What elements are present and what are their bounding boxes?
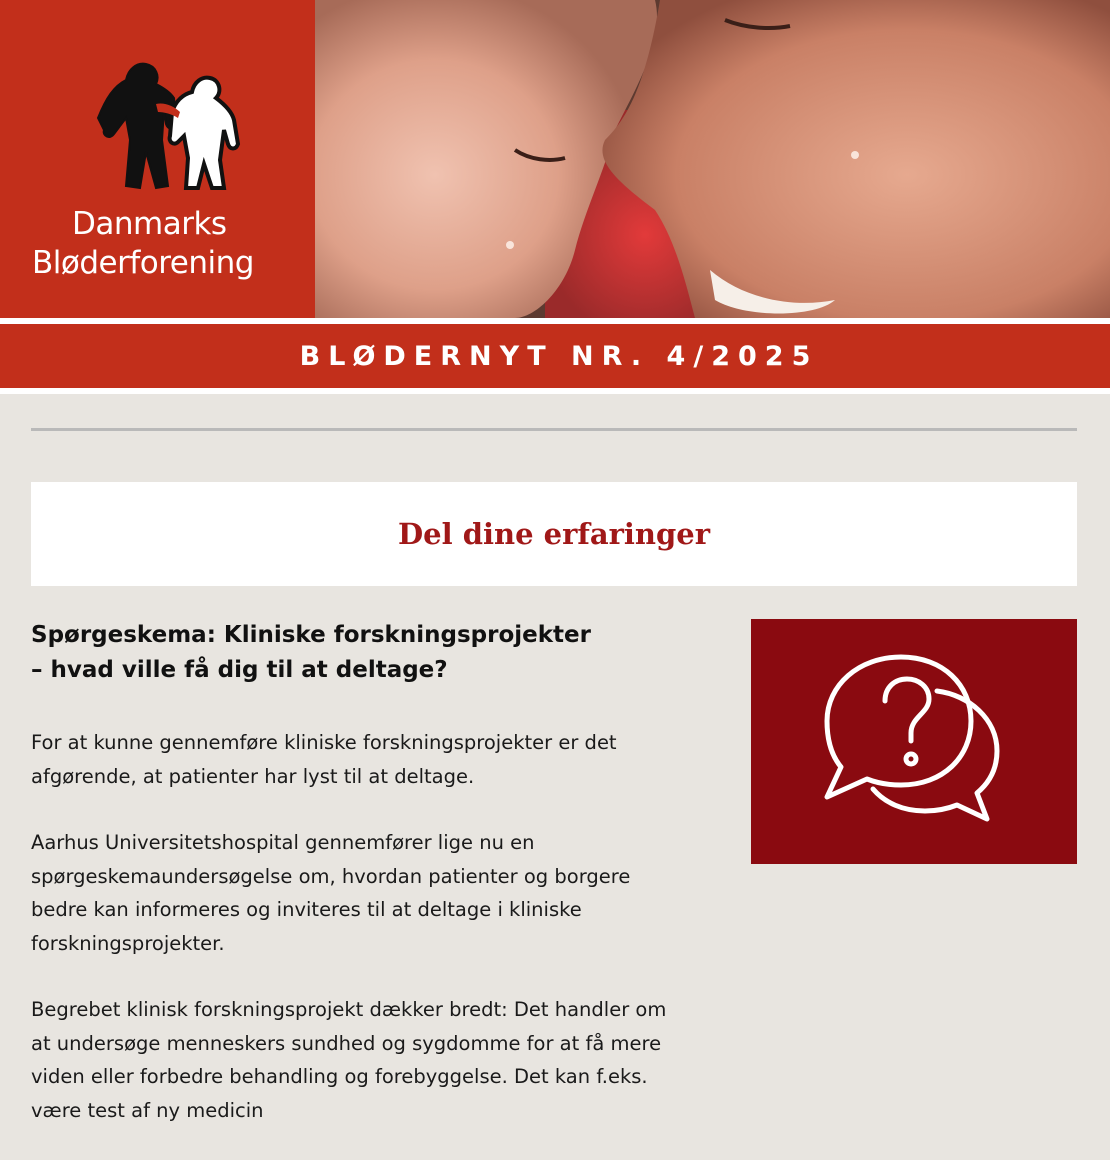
banner-divider — [0, 388, 1110, 394]
question-icon-box[interactable] — [751, 619, 1077, 864]
brand-line-2: Bløderforening — [32, 245, 254, 281]
family-figures-logo-icon — [84, 48, 244, 198]
issue-title: BLØDERNYT NR. 4/2025 — [299, 340, 819, 372]
question-speech-bubbles-icon — [819, 649, 1009, 839]
issue-banner — [0, 324, 1110, 388]
brand-name — [32, 205, 254, 283]
section-rule — [31, 428, 1077, 431]
article-paragraph-1: For at kunne gennemføre kliniske forskningsprojekter er det afgørende, at patienter har lyst til at deltage. — [31, 731, 617, 788]
article — [31, 618, 691, 1160]
article-paragraph-3: Begrebet klinisk forskningsprojekt dækker bredt: Det handler om at undersøge menneskers sundhed og sygdomme for at få mere viden eller forbedre behandling og forebyggelse. Det kan f.eks. være test af ny medicin — [31, 998, 667, 1122]
article-title[interactable] — [31, 618, 691, 688]
brand-line-1: Danmarks — [72, 206, 227, 242]
header-photo — [315, 0, 1110, 318]
article-paragraph-2: Aarhus Universitetshospital gennemfører lige nu en spørgeskemaundersøgelse om, hvordan patienter og borgere bedre kan informeres og inviteres til at deltage i kliniske forskningsprojekter. — [31, 831, 631, 955]
parent-child-photo-icon — [315, 0, 1110, 318]
section-heading: Del dine erfaringer — [397, 517, 711, 551]
article-title-line-1: Spørgeskema: Kliniske forskningsprojekter — [31, 622, 591, 648]
newsletter-header — [0, 0, 1110, 318]
article-title-line-2: – hvad ville få dig til at deltage? — [31, 657, 448, 683]
logo-block[interactable] — [0, 0, 315, 318]
section-heading-box — [31, 482, 1077, 586]
